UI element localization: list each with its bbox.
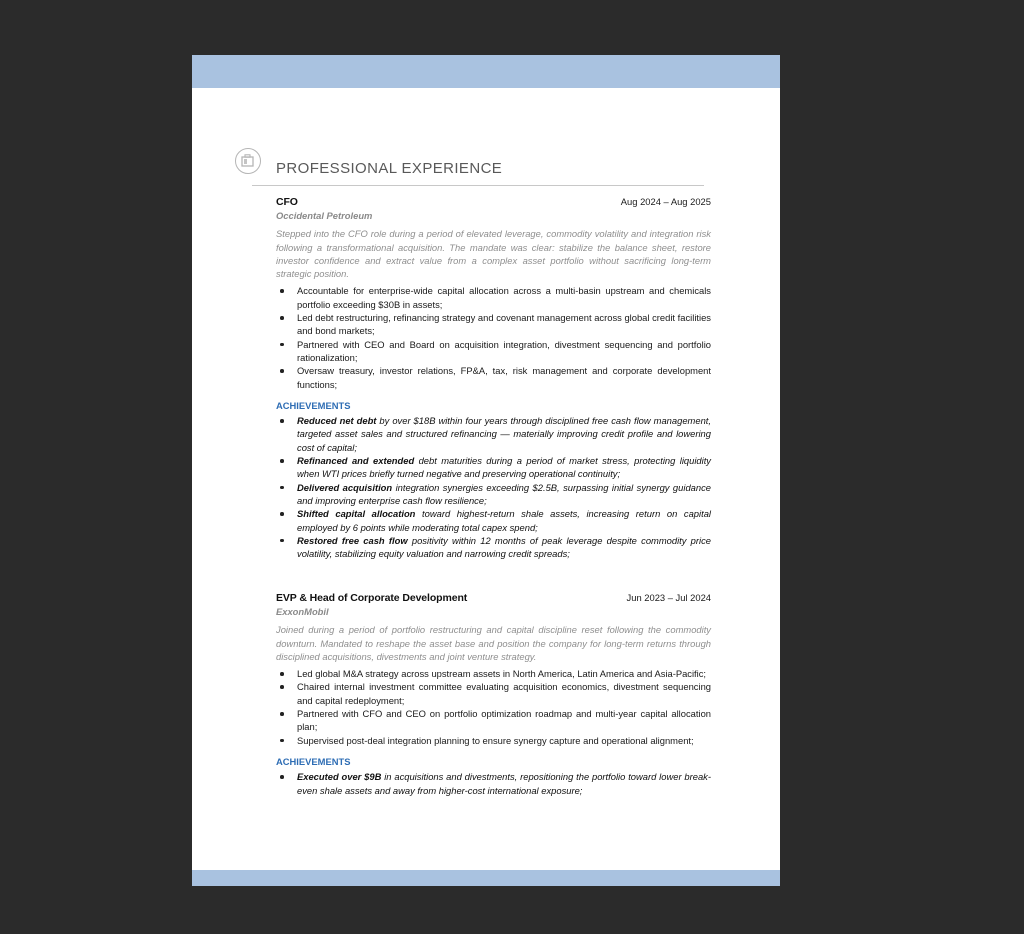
achievement-item: [276, 414, 711, 454]
responsibilities-list: [276, 667, 711, 747]
achievement-item: [276, 507, 711, 534]
achievements-list: [276, 770, 711, 797]
list-item: Chaired internal investment committee evaluating acquisition economics, divestment sequencing and capital redeployment;: [276, 680, 711, 707]
achievements-list: [276, 414, 711, 560]
responsibilities-list: [276, 284, 711, 390]
section-title: PROFESSIONAL EXPERIENCE: [276, 160, 503, 177]
achievement-lead: Executed over $9B: [297, 771, 382, 783]
company-name: ExxonMobil: [276, 606, 329, 617]
achievement-item: [276, 770, 711, 797]
job-dates: Aug 2024 – Aug 2025: [620, 196, 711, 207]
company-name: Occidental Petroleum: [276, 210, 373, 221]
job-dates: Jun 2023 – Jul 2024: [626, 592, 711, 603]
list-item: Led global M&A strategy across upstream assets in North America, Latin America and Asia-Pacific;: [276, 667, 711, 680]
section-divider: [252, 185, 704, 186]
achievement-lead: Restored free cash flow: [297, 534, 408, 546]
achievement-item: [276, 481, 711, 508]
list-item: Accountable for enterprise-wide capital allocation across a multi-basin upstream and chemicals portfolio exceeding $30B in assets;: [276, 284, 711, 311]
job-entry: [276, 591, 711, 797]
job-header: [276, 195, 711, 208]
resume-page: [192, 55, 780, 886]
achievement-text: debt maturities during a period of market stress, protecting liquidity when WTI prices briefly turned negative and preserving operational continuity;: [297, 455, 711, 480]
achievement-text: integration synergies exceeding $2.5B, surpassing initial synergy guidance and improving enterprise cash flow resilience;: [297, 481, 711, 506]
list-item: Partnered with CEO and Board on acquisition integration, divestment sequencing and portfolio rationalization;: [276, 338, 711, 365]
list-item: Supervised post-deal integration planning to ensure synergy capture and operational alignment;: [276, 734, 711, 747]
achievement-text: positivity within 12 months of peak leverage despite commodity price volatility, stabilizing equity valuation and narrowing credit spreads;: [297, 534, 711, 560]
achievement-item: [276, 534, 711, 561]
achievement-text: toward highest-return shale assets, increasing return on capital employed by 6 points while moderating total capex spend;: [297, 508, 712, 533]
achievement-text: by over $18B within four years through disciplined free cash flow management, targeted asset sales and structured refinancing — materially improving credit profile and lowering cost of capital;: [297, 415, 711, 453]
achievement-lead: Reduced net debt: [297, 415, 377, 427]
achievement-lead: Shifted capital allocation: [297, 508, 416, 520]
achievements-heading: ACHIEVEMENTS: [276, 399, 351, 411]
job-summary: Joined during a period of portfolio restructuring and capital discipline reset following the commodity downturn. Mandated to reshape the asset base and position the company for long-term returns through disciplined acquisitions, divestments and joint venture strategy.: [276, 624, 711, 662]
achievement-lead: Refinanced and extended: [297, 455, 415, 467]
achievement-text: in acquisitions and divestments, repositioning the portfolio toward lower break-even shale assets and away from higher-cost international exposure;: [297, 771, 711, 796]
list-item: Led debt restructuring, refinancing strategy and covenant management across global credit facilities and bond markets;: [276, 311, 711, 338]
achievements-heading: ACHIEVEMENTS: [276, 755, 351, 767]
header-band: [192, 55, 780, 88]
job-entry: [276, 195, 711, 560]
job-title: EVP & Head of Corporate Development: [276, 592, 468, 604]
job-summary: Stepped into the CFO role during a period of elevated leverage, commodity volatility and integration risk following a transformational acquisition. The mandate was clear: stabilize the balance sheet, restore investor confidence and extract value from a complex asset portfolio without sacrificing long-term strategic position.: [276, 228, 711, 280]
footer-band: [192, 870, 780, 886]
job-title: CFO: [276, 196, 298, 208]
list-item: Oversaw treasury, investor relations, FP&A, tax, risk management and corporate development functions;: [276, 364, 711, 391]
briefcase-icon: [235, 148, 261, 174]
list-item: Partnered with CFO and CEO on portfolio optimization roadmap and multi-year capital allocation plan;: [276, 707, 711, 734]
achievement-lead: Delivered acquisition: [297, 481, 393, 493]
achievement-item: [276, 454, 711, 481]
job-header: [276, 591, 711, 604]
